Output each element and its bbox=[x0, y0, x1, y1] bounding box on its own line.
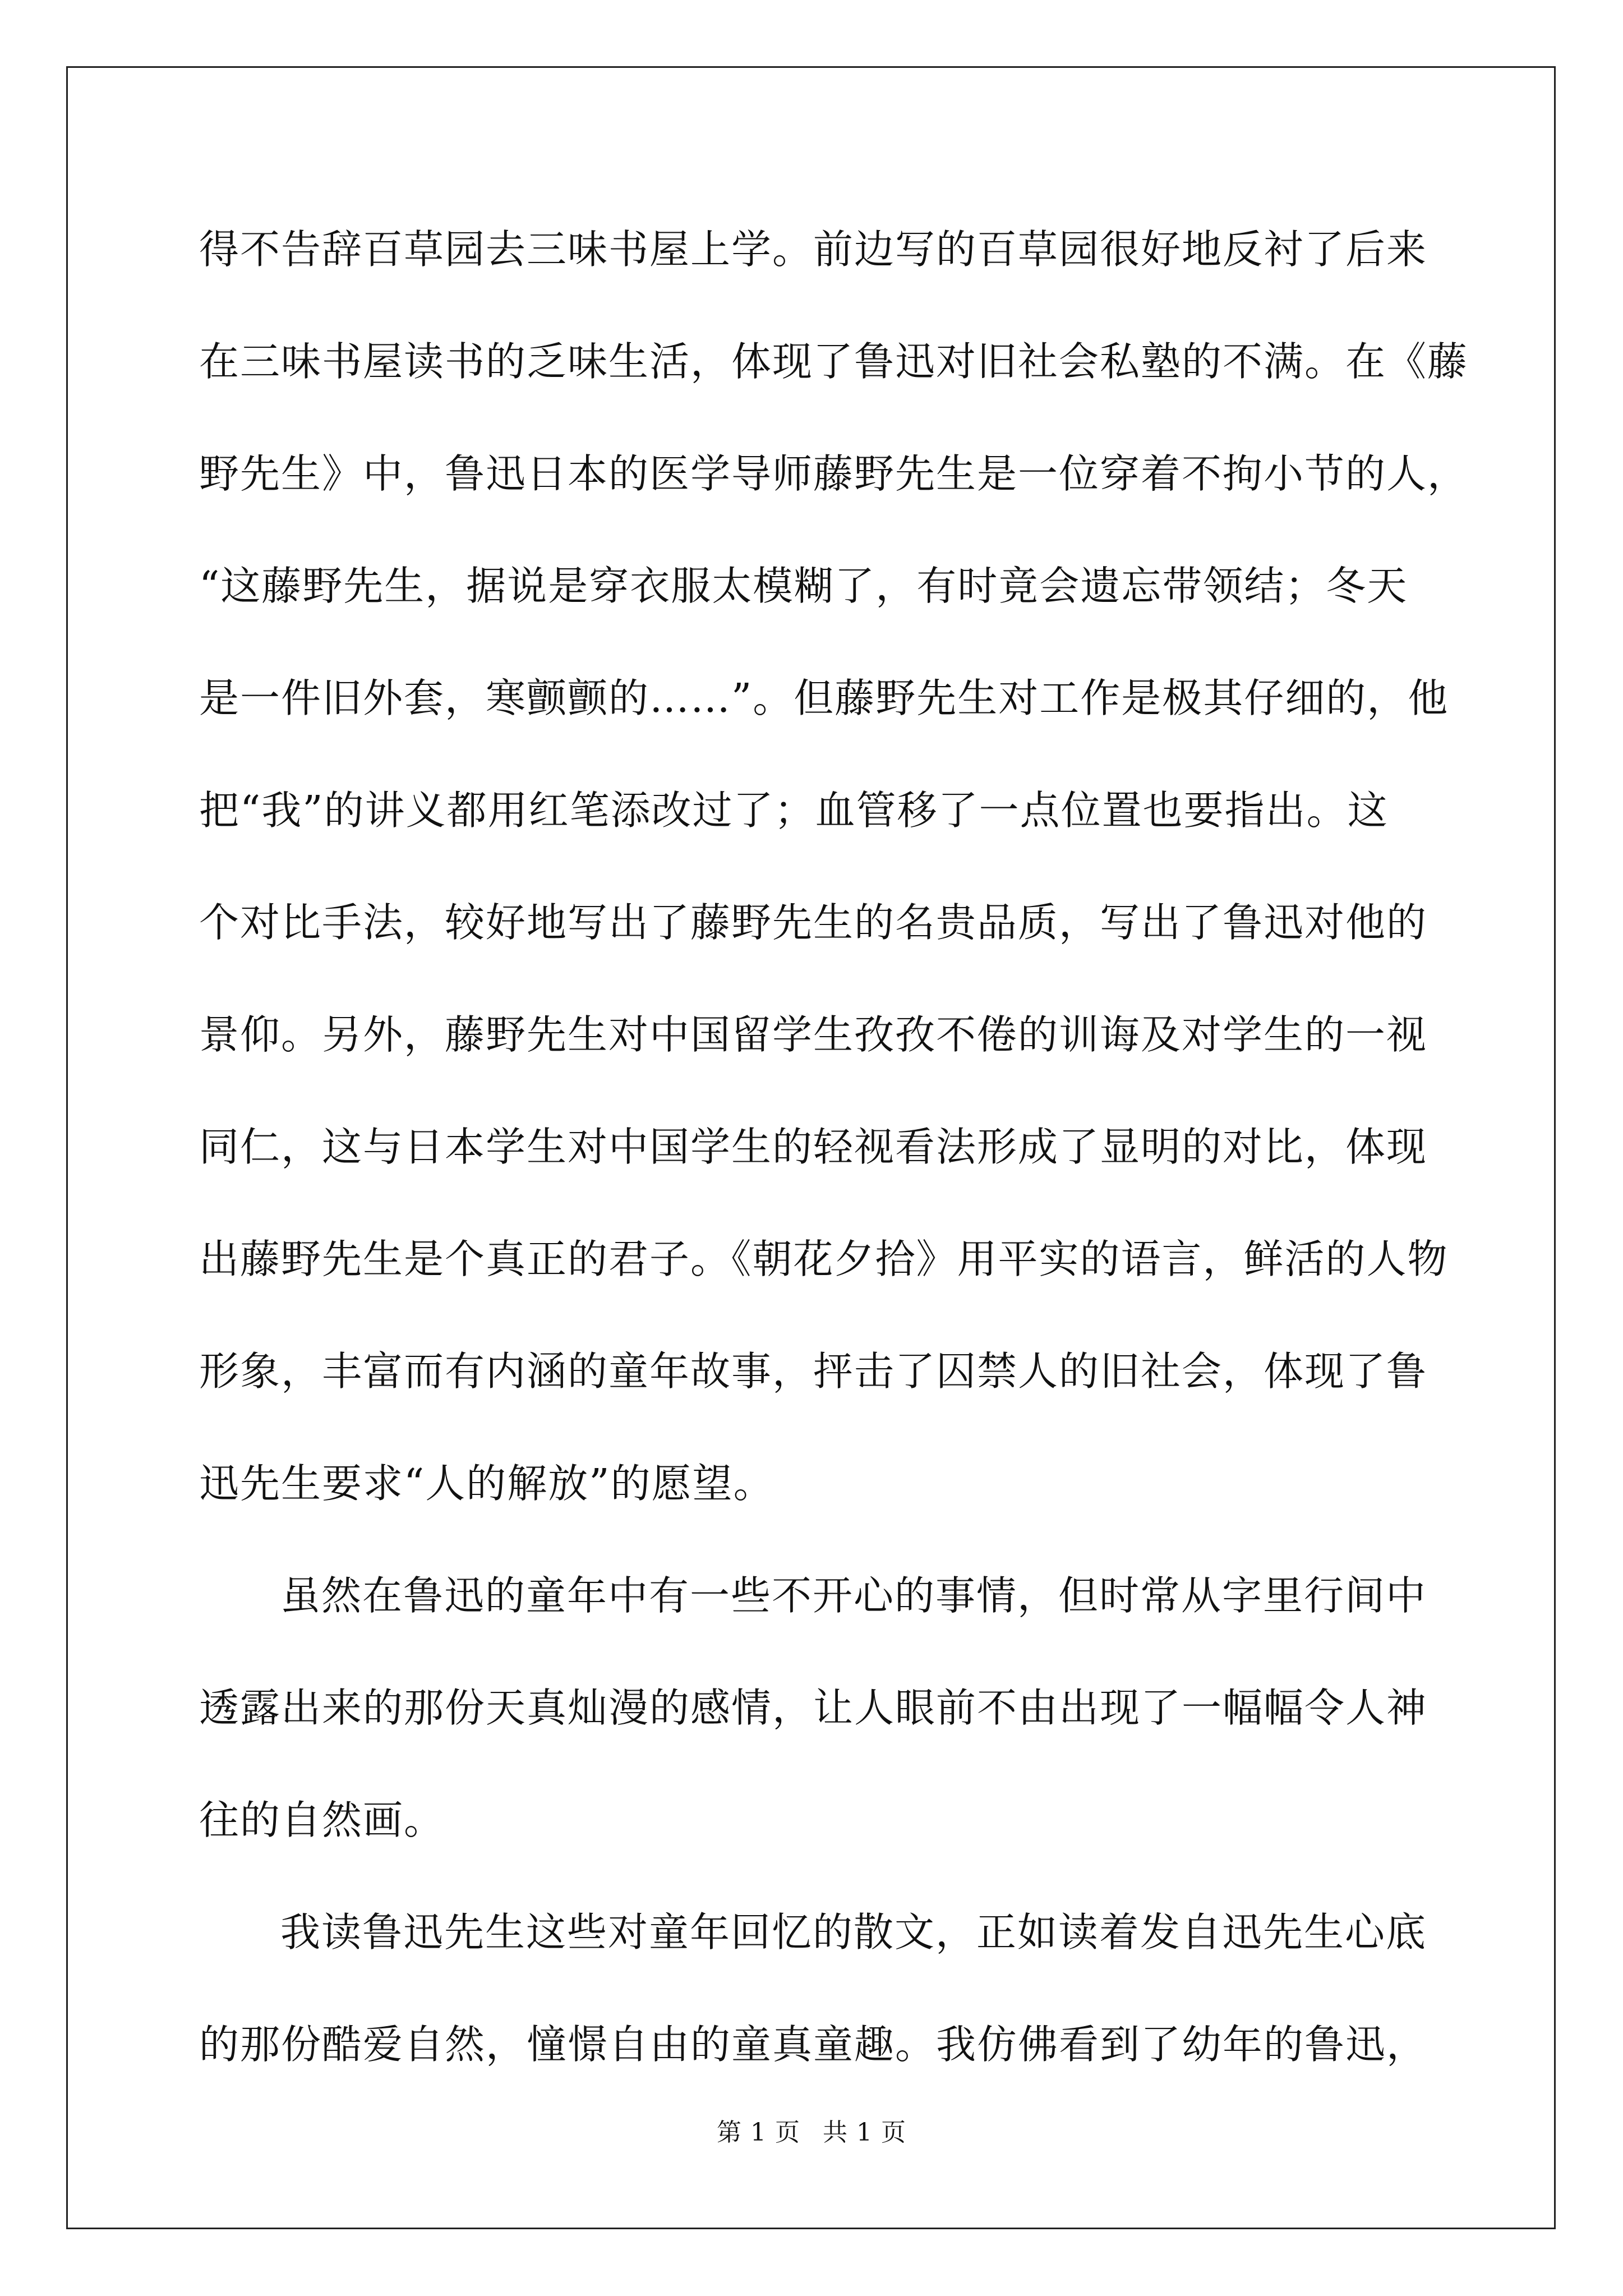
text-line: 往的自然画。 bbox=[199, 1797, 445, 1843]
text-line: 野先生》中，鲁迅日本的医学导师藤野先生是一位穿着不拘小节的人， bbox=[199, 450, 1469, 497]
text-line: 景仰。另外，藤野先生对中国留学生孜孜不倦的训诲及对学生的一视 bbox=[199, 1011, 1428, 1058]
text-line: 是一件旧外套，寒颤颤的……”。但藤野先生对工作是极其仔细的，他 bbox=[199, 675, 1449, 721]
document-body bbox=[199, 216, 1469, 2123]
paragraph-2 bbox=[199, 1562, 1433, 1899]
text-line: 虽然在鲁迅的童年中有一些不开心的事情，但时常从字里行间中 bbox=[280, 1572, 1427, 1619]
page-footer bbox=[0, 2116, 1623, 2150]
text-line: 迅先生要求“人的解放”的愿望。 bbox=[199, 1460, 774, 1507]
text-line: 得不告辞百草园去三味书屋上学。前边写的百草园很好地反衬了后来 bbox=[199, 226, 1428, 273]
text-line: 形象，丰富而有内涵的童年故事，抨击了囚禁人的旧社会，体现了鲁 bbox=[199, 1348, 1428, 1395]
text-line: 出藤野先生是个真正的君子。《朝花夕拾》用平实的语言，鲜活的人物 bbox=[199, 1236, 1449, 1282]
text-line: 透露出来的那份天真灿漫的感情，让人眼前不由出现了一幅幅令人神 bbox=[199, 1685, 1428, 1731]
text-line: “这藤野先生，据说是穿衣服太模糊了，有时竟会遗忘带领结；冬天 bbox=[199, 563, 1408, 609]
paragraph-3 bbox=[199, 1899, 1433, 2123]
paragraph-1 bbox=[199, 216, 1469, 1562]
text-line: 的那份酷爱自然，憧憬自由的童真童趣。我仿佛看到了幼年的鲁迅， bbox=[199, 2021, 1428, 2068]
text-line: 个对比手法，较好地写出了藤野先生的名贵品质，写出了鲁迅对他的 bbox=[199, 899, 1428, 946]
page-total: 共 1 页 bbox=[823, 2118, 906, 2147]
text-line: 在三味书屋读书的乏味生活，体现了鲁迅对旧社会私塾的不满。在《藤 bbox=[199, 338, 1469, 385]
text-line: 我读鲁迅先生这些对童年回忆的散文，正如读着发自迅先生心底 bbox=[280, 1909, 1427, 1955]
page-number: 第 1 页 bbox=[717, 2118, 800, 2147]
text-line: 同仁，这与日本学生对中国学生的轻视看法形成了显明的对比，体现 bbox=[199, 1124, 1428, 1170]
text-line: 把“我”的讲义都用红笔添改过了；血管移了一点位置也要指出。这 bbox=[199, 787, 1389, 834]
